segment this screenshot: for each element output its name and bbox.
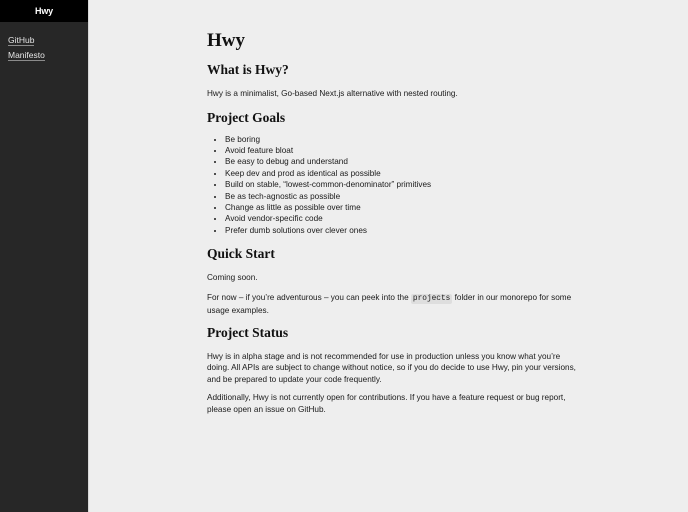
- what-text: Hwy is a minimalist, Go-based Next.js alternative with nested routing.: [207, 89, 458, 98]
- quick-start-coming-soon: Coming soon.: [207, 273, 258, 283]
- quick-start-text-after: folder in our monorepo for some usage examples.: [207, 292, 572, 316]
- list-item: • Avoid vendor-specific code: [225, 213, 688, 224]
- sidebar: [0, 0, 89, 512]
- list-item: • Change as little as possible over time: [225, 202, 688, 213]
- section-project-goals: [207, 110, 688, 237]
- section-quick-start: [207, 246, 688, 317]
- list-item: • Be boring: [225, 134, 688, 145]
- list-item: • Be as tech-agnostic as possible: [225, 191, 688, 202]
- quick-start-text-before: For now – if you’re adventurous – you can peek into the: [207, 292, 411, 302]
- list-item: • Build on stable, “lowest-common-denominator” primitives: [225, 179, 688, 190]
- main-content: [89, 0, 688, 512]
- list-item: • Prefer dumb solutions over clever ones: [225, 225, 688, 236]
- goals-list: [207, 134, 688, 237]
- page-title: Hwy: [207, 30, 245, 51]
- list-item: • Be easy to debug and understand: [225, 156, 688, 167]
- sidebar-nav: [0, 22, 88, 60]
- manifesto-link[interactable]: Manifesto: [8, 50, 45, 60]
- list-item: • Keep dev and prod as identical as possible: [225, 168, 688, 179]
- list-item: • Avoid feature bloat: [225, 145, 688, 156]
- quick-start-text: [207, 292, 577, 317]
- status-heading: Project Status: [207, 324, 289, 340]
- section-project-status: [207, 325, 688, 416]
- status-text-2: Additionally, Hwy is not currently open for contributions. If you have a feature request or bug report, please open an issue on GitHub.: [207, 393, 566, 414]
- status-text-1: Hwy is in alpha stage and is not recommended for use in production unless you know what you’re doing. All APIs are subject to change without notice, so if you do decide to use Hwy, pin your versions, and be prepared to update your code frequently.: [207, 351, 576, 384]
- quick-start-heading: Quick Start: [207, 246, 275, 262]
- what-heading: What is Hwy?: [207, 62, 289, 77]
- sidebar-title[interactable]: Hwy: [0, 0, 88, 22]
- sidebar-item-github: [8, 30, 88, 45]
- goals-heading: Project Goals: [207, 109, 286, 125]
- section-what-is-hwy: [207, 62, 688, 100]
- sidebar-item-manifesto: [8, 45, 88, 60]
- projects-code: projects: [412, 294, 451, 303]
- github-link[interactable]: GitHub: [8, 35, 35, 45]
